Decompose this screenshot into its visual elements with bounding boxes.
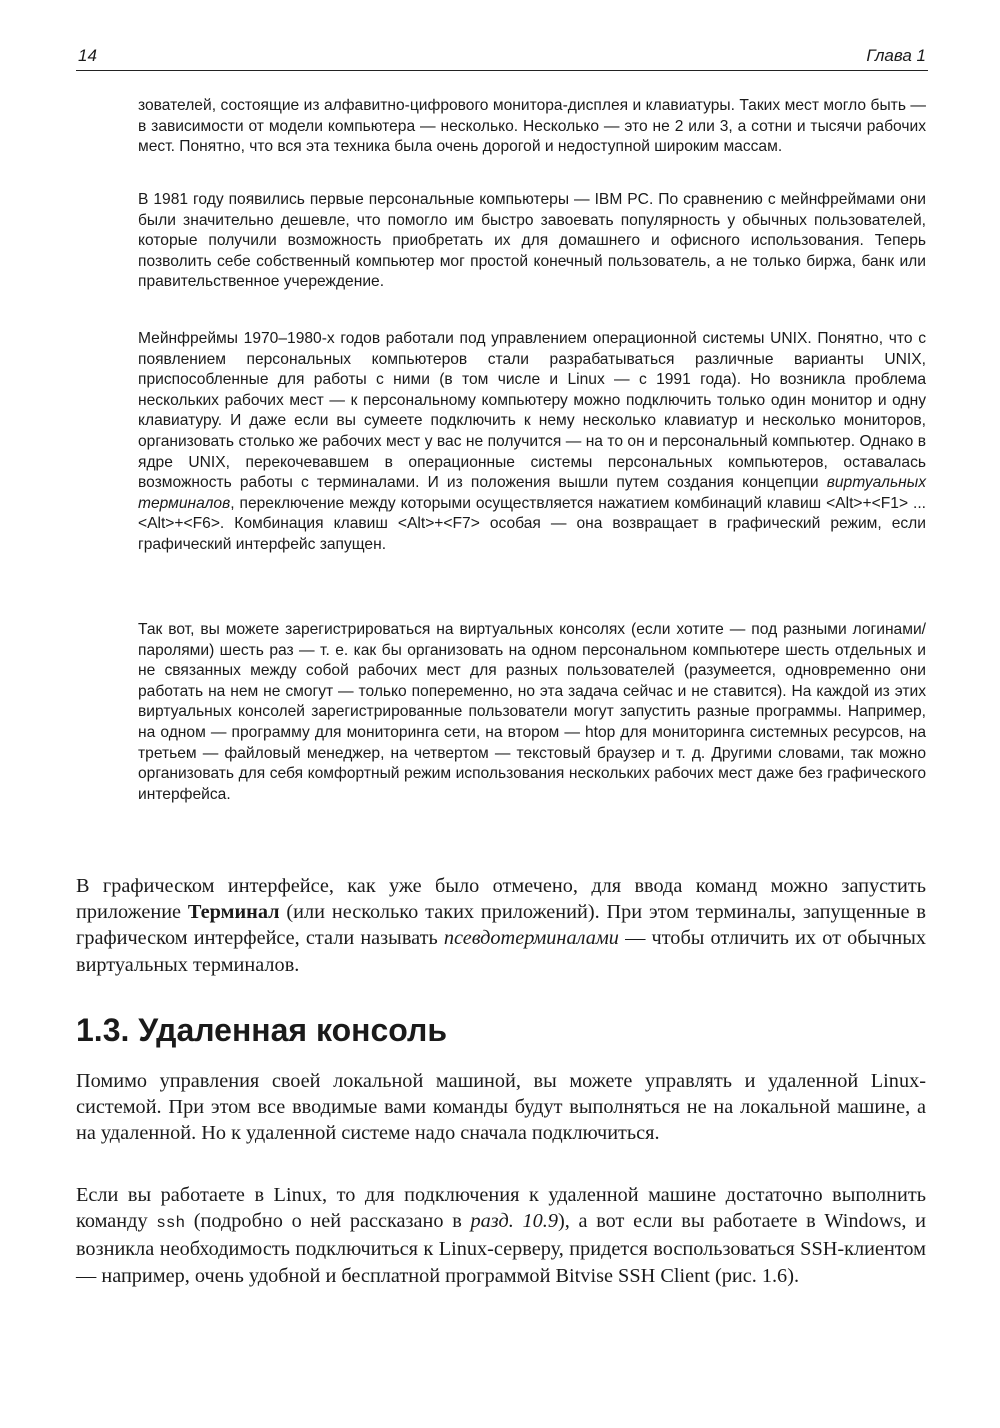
page-header bbox=[76, 44, 928, 71]
body-paragraph-terminal-text-c: — чтобы отличить их от обычных виртуальных терминалов. bbox=[76, 927, 926, 976]
chapter-title: Глава 1 bbox=[866, 46, 926, 65]
note-paragraph-3 bbox=[138, 329, 926, 556]
virtual-terminals-term: виртуальных терминалов bbox=[138, 474, 926, 512]
note-paragraph-2: В 1981 году появились первые персональные компьютеры — IBM PC. По сравнению с мейнфреймами они были значительно дешевле, что помогло им быстро завоевать популярность у обычных пользователей, которые получили возможность приобретать их для домашнего и офисного использования. Теперь позволить себе собственный компьютер мог простой конечный пользователь, а не только биржа, банк или правительственное учереждение. bbox=[138, 191, 926, 291]
body-paragraph-ssh-text-a: Если вы работаете в Linux, то для подключения к удаленной машине достаточно выполнить команду bbox=[76, 1184, 926, 1233]
note-paragraph-4: Так вот, вы можете зарегистрироваться на виртуальных консолях (если хотите — под разными логинами/паролями) шесть раз — т. е. как бы организовать на одном персональном компьютере шесть отдельных и не связанных между собой рабочих мест для разных пользователей (разумеется, одновременно они работать на нем не смогут — только попеременно, но эта задача сейчас и не ставится). На каждой из этих виртуальных консолей зарегистрированные пользователи могут запустить разные программы. Например, на одном — программу для мониторинга сети, на втором — htop для мониторинга системных ресурсов, на третьем — файловый менеджер, на четвертом — текстовый браузер и т. д. Другими словами, так можно организовать для себя комфортный режим использования нескольких рабочих мест даже без графического интерфейса. bbox=[138, 621, 926, 803]
body-paragraph-remote: Помимо управления своей локальной машиной, вы можете управлять и удаленной Linux-системой. При этом все вводимые вами команды будут выполняться не на локальной машине, а на удаленной. Но к удаленной системе надо сначала подключиться. bbox=[76, 1070, 926, 1145]
note-paragraph-1: зователей, состоящие из алфавитно-цифрового монитора-дисплея и клавиатуры. Таких мест могло быть — в зависимости от модели компьютера — несколько. Несколько — это не 2 или 3, а сотни и тысячи рабочих мест. Понятно, что вся эта техника была очень дорогой и недоступной широким массам. bbox=[138, 97, 926, 156]
ssh-command: ssh bbox=[156, 1214, 186, 1233]
body-paragraph-terminal bbox=[76, 873, 926, 978]
pseudoterminals-term: псевдотерминалами bbox=[443, 927, 619, 950]
terminal-app-name: Терминал bbox=[187, 901, 280, 924]
note-paragraph-3-text-a: Мейнфреймы 1970–1980-х годов работали под управлением операционной системы UNIX. Понятно, что с появлением персональных компьютеров стали разрабатываться различные варианты UNIX, приспособленные для работы с ними (в том числе и Linux — с 1991 года). Но возникла проблема нескольких рабочих мест — к персональному компьютеру можно подключить только один монитор и одну клавиатуру. И даже если вы сумеете подключить к нему несколько клавиатур и несколько мониторов, организовать столько же рабочих мест у вас не получится — на то он и персональный компьютер. Однако в ядре UNIX, перекочевавшем в операционные системы персональных компьютеров, оставалась возможность работы с терминалами. И из положения вышли путем создания концепции bbox=[138, 330, 926, 492]
section-reference: разд. 10.9 bbox=[470, 1210, 558, 1233]
body-paragraph-terminal-text-a: В графическом интерфейсе, как уже было отмечено, для ввода команд можно запустить приложение bbox=[76, 875, 926, 924]
section-heading: 1.3. Удаленная консоль bbox=[76, 1012, 447, 1048]
body-paragraph-ssh-text-c: ), а вот если вы работаете в Windows, и возникла необходимость подключиться к Linux-серверу, придется воспользоваться SSH-клиентом — например, очень удобной и бесплатной программой Bitvise SSH Client (рис. 1.6). bbox=[76, 1210, 926, 1287]
body-paragraph-ssh bbox=[76, 1182, 926, 1289]
body-paragraph-ssh-text-b: (подробно о ней рассказано в bbox=[185, 1210, 471, 1233]
body-paragraph-terminal-text-b: (или несколько таких приложений). При этом терминалы, запущенные в графическом интерфейсе, стали называть bbox=[76, 901, 926, 950]
note-paragraph-3-text-b: , переключение между которыми осуществляется нажатием комбинаций клавиш <Alt>+<F1> ... <Alt>+<F6>. Комбинация клавиш <Alt>+<F7> особая — она возвращает в графический режим, если графический интерфейс запущен. bbox=[138, 494, 926, 553]
page-number: 14 bbox=[78, 46, 97, 65]
